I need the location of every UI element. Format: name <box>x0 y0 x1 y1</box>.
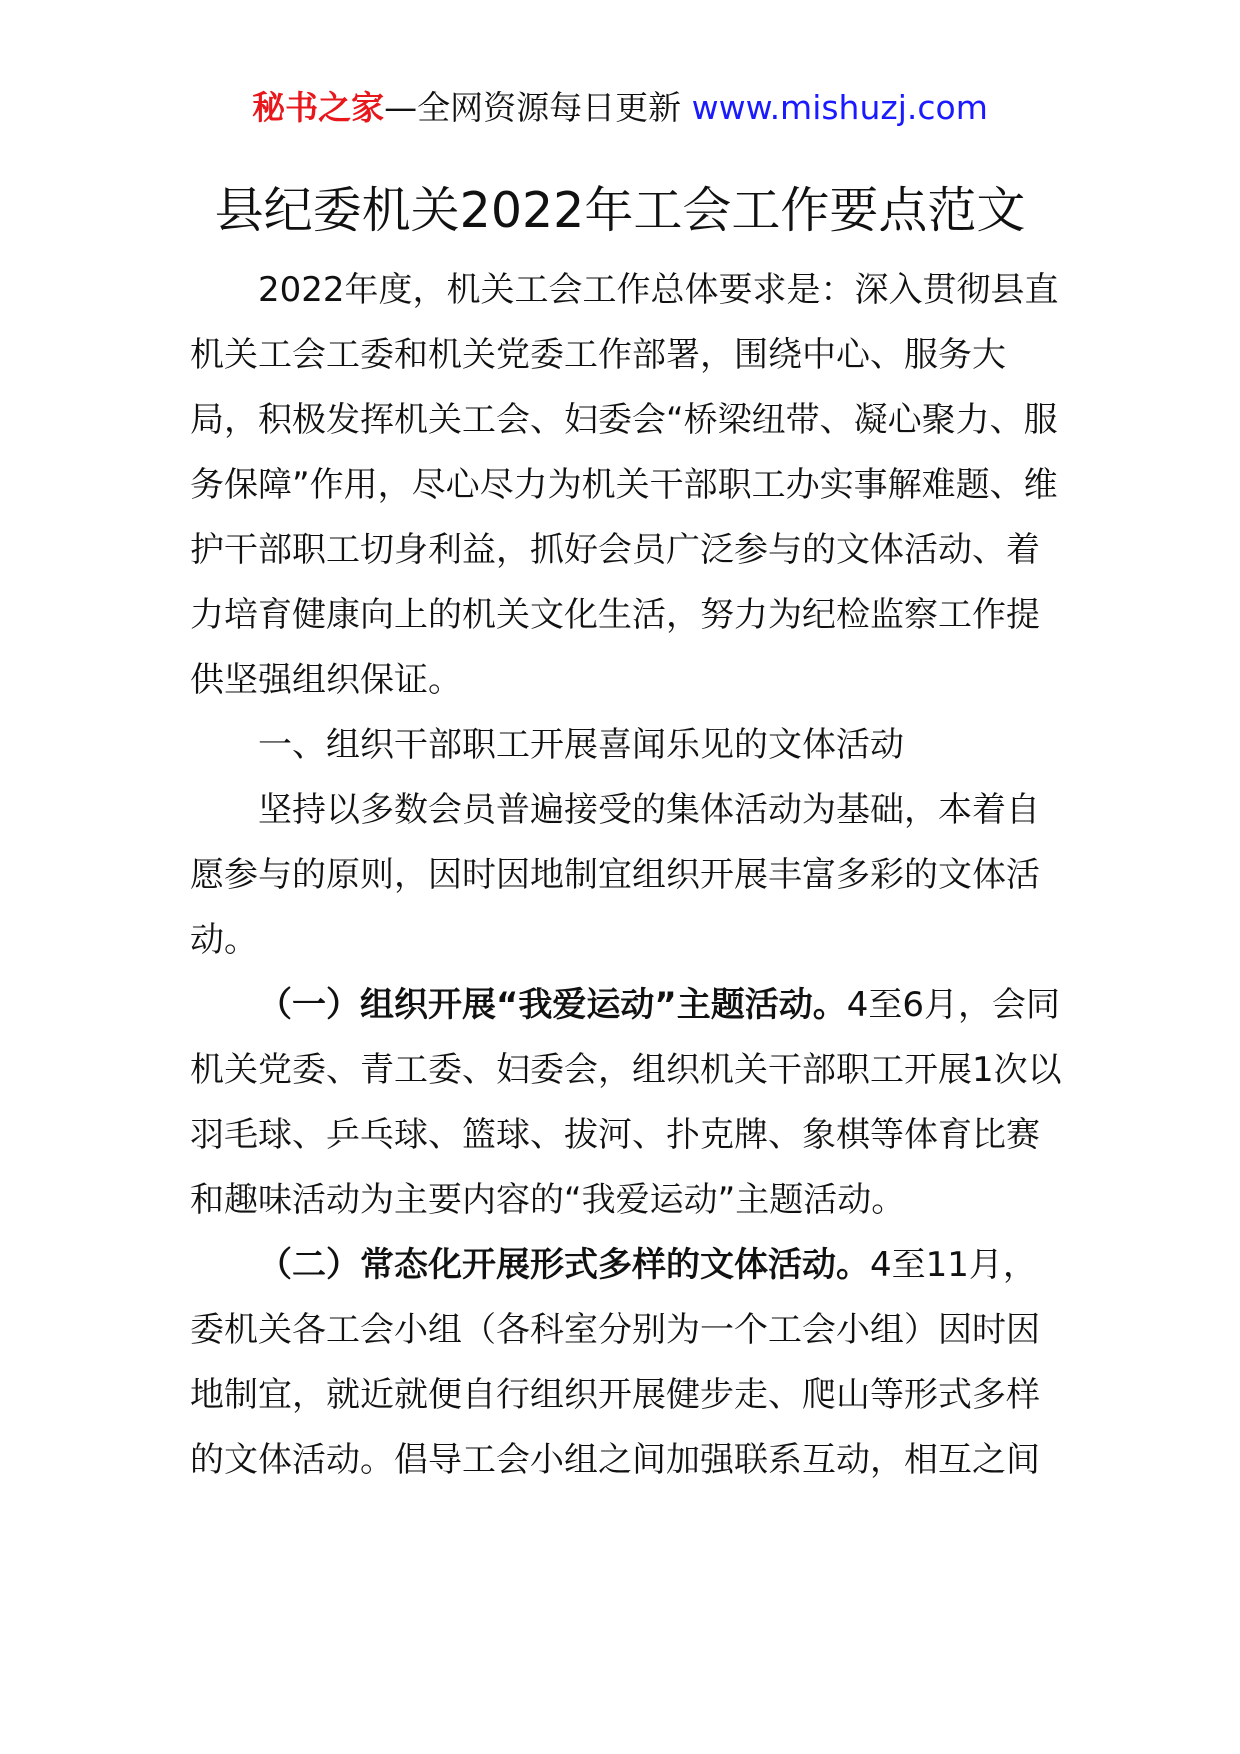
section-1-heading: 一、组织干部职工开展喜闻乐见的文体活动 <box>258 725 904 765</box>
item-1-heading: （一）组织开展“我爱运动”主题活动。 <box>258 985 847 1025</box>
document-body <box>190 258 1070 1493</box>
header-tagline: —全网资源每日更新 <box>384 88 692 127</box>
site-header <box>0 84 1240 132</box>
document-title: 县纪委机关2022年工会工作要点范文 <box>214 182 1026 239</box>
site-url-link[interactable]: www.mishuzj.com <box>691 88 988 127</box>
section-1-paragraph: 坚持以多数会员普遍接受的集体活动为基础，本着自愿参与的原则，因时因地制宜组织开展丰富多彩的文体活动。 <box>190 790 1040 960</box>
brand-name: 秘书之家 <box>252 88 385 127</box>
item-2-text: 4至11月，委机关各工会小组（各科室分别为一个工会小组）因时因地制宜，就近就便自行组织开展健步走、爬山等形式多样的文体活动。倡导工会小组之间加强联系互动，相互之间 <box>190 1245 1040 1480</box>
item-1-text: 4至6月，会同机关党委、青工委、妇委会，组织机关干部职工开展1次以羽毛球、乒乓球、篮球、拔河、扑克牌、象棋等体育比赛和趣味活动为主要内容的“我爱运动”主题活动。 <box>190 985 1062 1220</box>
intro-paragraph: 2022年度，机关工会工作总体要求是：深入贯彻县直机关工会工委和机关党委工作部署，围绕中心、服务大局，积极发挥机关工会、妇委会“桥梁纽带、凝心聚力、服务保障”作用，尽心尽力为机关干部职工办实事解难题、维护干部职工切身利益，抓好会员广泛参与的文体活动、着力培育健康向上的机关文化生活，努力为纪检监察工作提供坚强组织保证。 <box>190 270 1059 700</box>
item-2-heading: （二）常态化开展形式多样的文体活动。 <box>258 1245 870 1285</box>
item-2-paragraph <box>190 1233 1070 1493</box>
item-1-paragraph <box>190 973 1070 1233</box>
